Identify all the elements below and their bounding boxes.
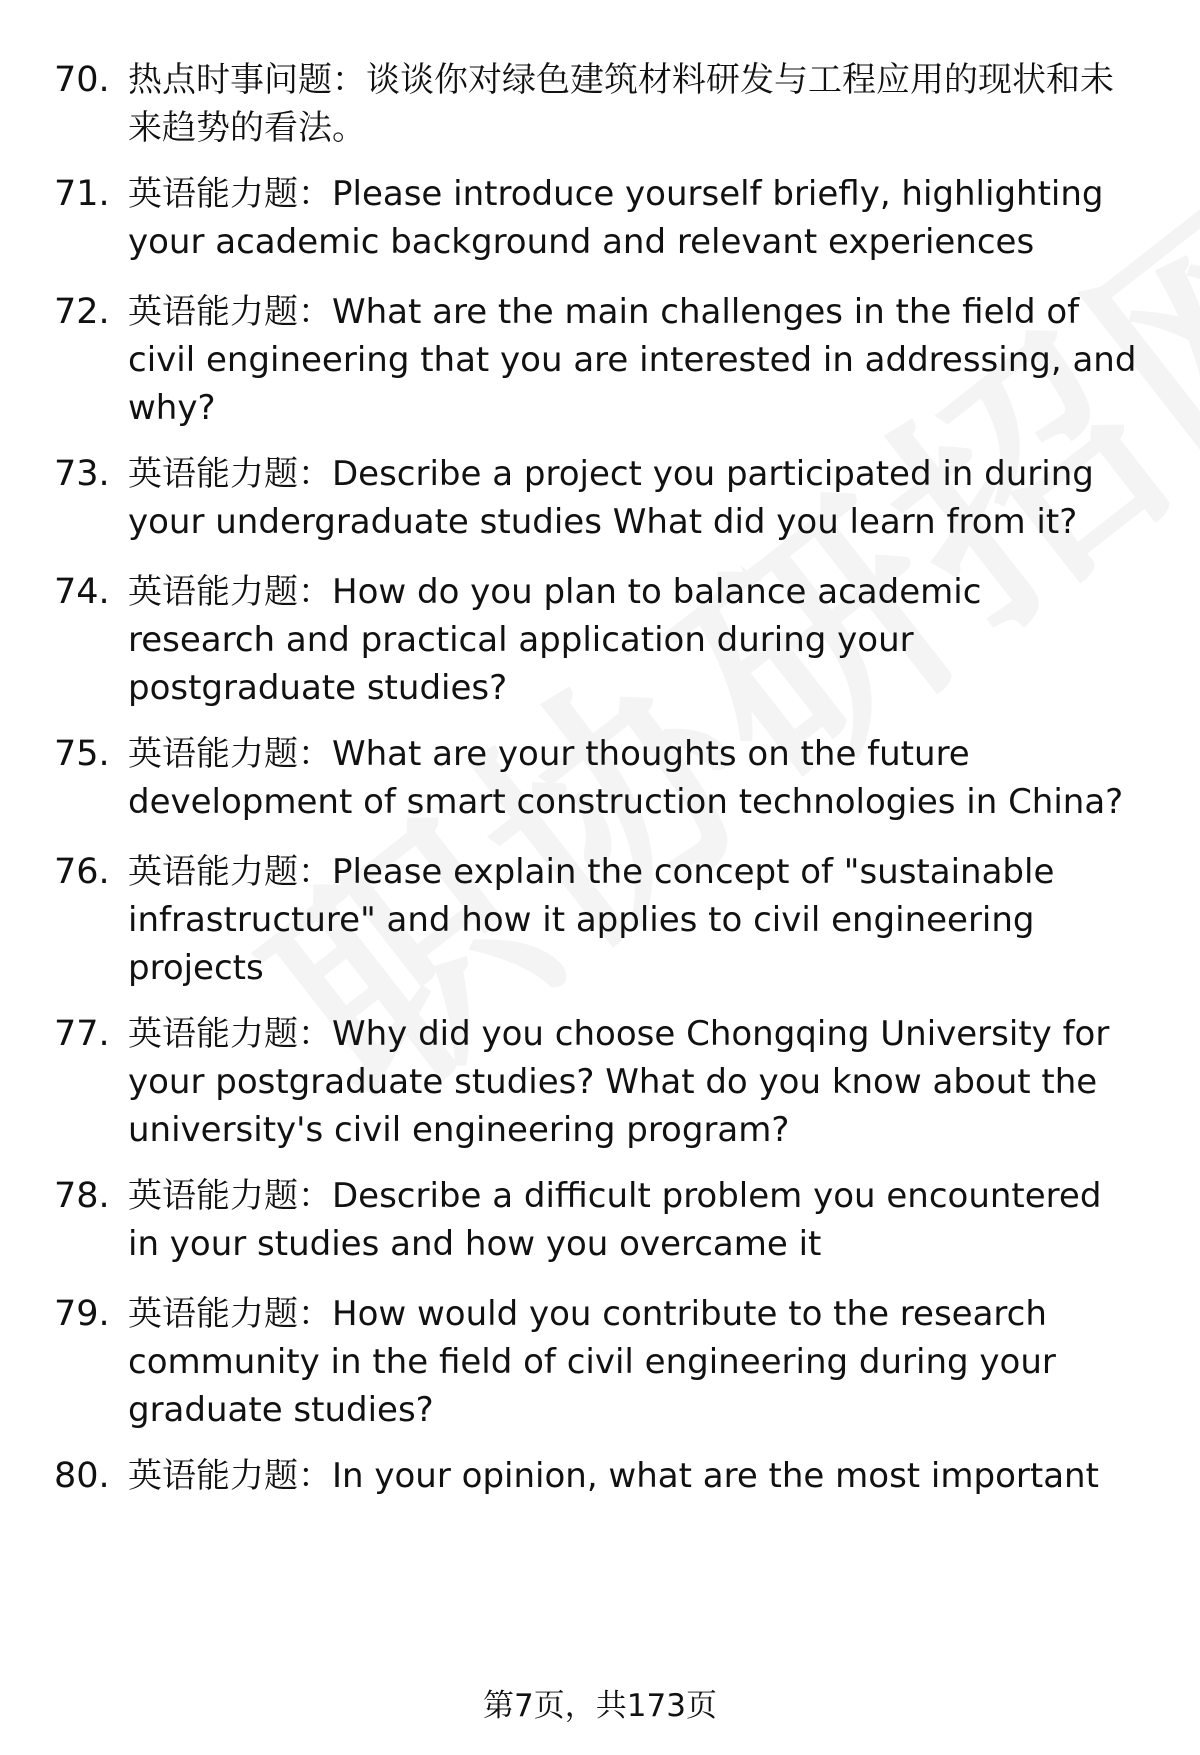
question-number: 76. xyxy=(54,852,110,892)
question-text: 英语能力题：Why did you choose Chongqing University for your postgraduate studies? What do you know about the university's civil engineering program? xyxy=(128,1014,1110,1150)
question-number: 80. xyxy=(54,1456,110,1496)
question-number: 72. xyxy=(54,292,110,332)
question-number: 71. xyxy=(54,174,110,214)
page-footer xyxy=(0,1684,1200,1728)
question-number: 70. xyxy=(54,60,110,100)
question-number: 77. xyxy=(54,1014,110,1054)
question-number: 74. xyxy=(54,572,110,612)
question-number: 75. xyxy=(54,734,110,774)
question-text: 英语能力题：Describe a difficult problem you encountered in your studies and how you overcame it xyxy=(128,1176,1102,1264)
question-text: 英语能力题：How do you plan to balance academic research and practical application during your postgraduate studies? xyxy=(128,572,982,708)
question-text: 英语能力题：Please introduce yourself briefly, highlighting your academic background and relevant experiences xyxy=(128,174,1104,262)
question-number: 78. xyxy=(54,1176,110,1216)
question-text: 英语能力题：Please explain the concept of "sustainable infrastructure" and how it applies to civil engineering projects xyxy=(128,852,1055,988)
question-text: 热点时事问题：谈谈你对绿色建筑材料研发与工程应用的现状和未来趋势的看法。 xyxy=(128,60,1114,148)
question-text: 英语能力题：What are your thoughts on the future development of smart construction technologies in China? xyxy=(128,734,1124,822)
question-number: 79. xyxy=(54,1294,110,1334)
question-text: 英语能力题：What are the main challenges in the field of civil engineering that you are interested in addressing, and why? xyxy=(128,292,1137,428)
page-number-label: 第7页，共173页 xyxy=(483,1688,717,1724)
question-number: 73. xyxy=(54,454,110,494)
question-text: 英语能力题：In your opinion, what are the most important xyxy=(128,1456,1099,1496)
question-text: 英语能力题：Describe a project you participated in during your undergraduate studies What did you learn from it? xyxy=(128,454,1094,542)
question-text: 英语能力题：How would you contribute to the research community in the field of civil engineering during your graduate studies? xyxy=(128,1294,1056,1430)
